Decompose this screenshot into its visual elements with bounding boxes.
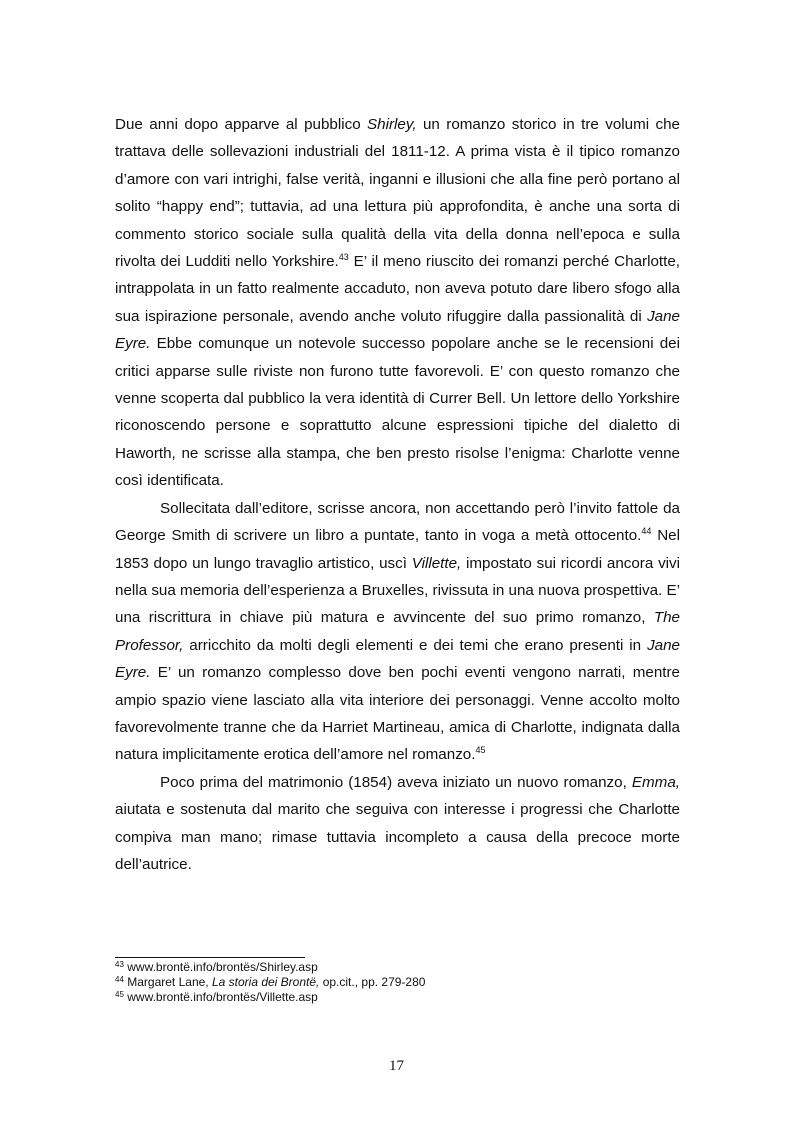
text-run: un romanzo storico in tre volumi che trattava delle sollevazioni industriali del 1811-12. A prima vista è il tipico romanzo d’amore con vari intrighi, false verità, inganni e illusioni che alla fine però portano al solito “happy end”; tuttavia, ad una lettura più approfondita, è anche una sorta di commento storico sociale sulla qualità della vita della donna nell’epoca e sulla rivolta dei Ludditi nello Yorkshire. (115, 116, 680, 271)
text-run: impostato sui ricordi ancora vivi nella sua memoria dell’esperienza a Bruxelles, rivissuta in una nuova prospettiva. E’ una riscrittura in chiave più matura e avvincente del suo primo romanzo, (115, 554, 681, 627)
paragraph (115, 495, 680, 769)
footnote-number: 43 (115, 960, 124, 969)
text-run: Poco prima del matrimonio (1854) aveva iniziato un nuovo romanzo, (160, 773, 632, 791)
footnote-reference: 43 (338, 252, 349, 263)
text-run: aiutata e sostenuta dal marito che seguiva con interesse i progressi che Charlotte compiva man mano; rimase tuttavia incompleto a causa della precoce morte dell’autrice. (115, 801, 680, 873)
italic-text: Emma, (631, 773, 680, 791)
footnote-separator (115, 957, 305, 958)
body-text (115, 111, 680, 878)
paragraph (115, 111, 680, 495)
text-run: E’ il meno riuscito dei romanzi perché Charlotte, intrappolata in un fatto realmente accaduto, non aveva potuto dare libero sfogo alla sua ispirazione personale, avendo anche voluto rifuggire dalla passionalità di (115, 253, 681, 325)
text-run: arricchito da molti degli elementi e dei temi che erano presenti in (183, 636, 648, 654)
footnote-number: 45 (115, 990, 124, 999)
text-run: Nel 1853 dopo un lungo travaglio artistico, uscì (115, 527, 680, 572)
text-run: E’ un romanzo complesso dove ben pochi eventi vengono narrati, mentre ampio spazio viene lasciato alla vita interiore dei personaggi. Venne accolto molto favorevolmente tranne che da Harriet Martineau, amica di Charlotte, indignata dalla natura implicitamente erotica dell’amore nel romanzo. (115, 664, 680, 764)
paragraph (115, 769, 680, 879)
text-run: www.brontë.info/brontës/Villette.asp (123, 990, 318, 1004)
footnote (115, 960, 680, 975)
text-run: op.cit., pp. 279-280 (319, 975, 426, 989)
italic-text: La storia dei Brontë, (211, 975, 320, 989)
text-run: Margaret Lane, (123, 975, 212, 989)
italic-text: The Professor, (115, 609, 680, 654)
text-run: Sollecitata dall’editore, scrisse ancora, non accettando però l’invito fattole da George Smith di scrivere un libro a puntate, tanto in voga a metà ottocento. (115, 499, 680, 545)
footnotes (115, 960, 680, 1005)
page-number: 17 (389, 1058, 404, 1074)
italic-text: Shirley, (367, 116, 417, 133)
footnote (115, 975, 680, 990)
footnote-number: 44 (115, 975, 124, 984)
italic-text: Jane Eyre. (115, 636, 680, 682)
italic-text: Jane Eyre. (115, 307, 680, 353)
text-run: Ebbe comunque un notevole successo popolare anche se le recensioni dei critici apparse sulle riviste non furono tutte favorevoli. E’ con questo romanzo che venne scoperta dal pubblico la vera identità di Currer Bell. Un lettore dello Yorkshire riconoscendo persone e soprattutto alcune espressioni tipiche del dialetto di Haworth, ne scrisse alla stampa, che ben presto risolse l’enigma: Charlotte venne così identificata. (115, 335, 680, 490)
italic-text: Villette, (411, 554, 462, 572)
text-run: www.brontë.info/brontës/Shirley.asp (123, 960, 318, 974)
footnote-reference: 44 (641, 526, 652, 537)
footnote-reference: 45 (475, 745, 486, 756)
text-run: Due anni dopo apparve al pubblico (115, 116, 368, 133)
footnote (115, 990, 680, 1005)
